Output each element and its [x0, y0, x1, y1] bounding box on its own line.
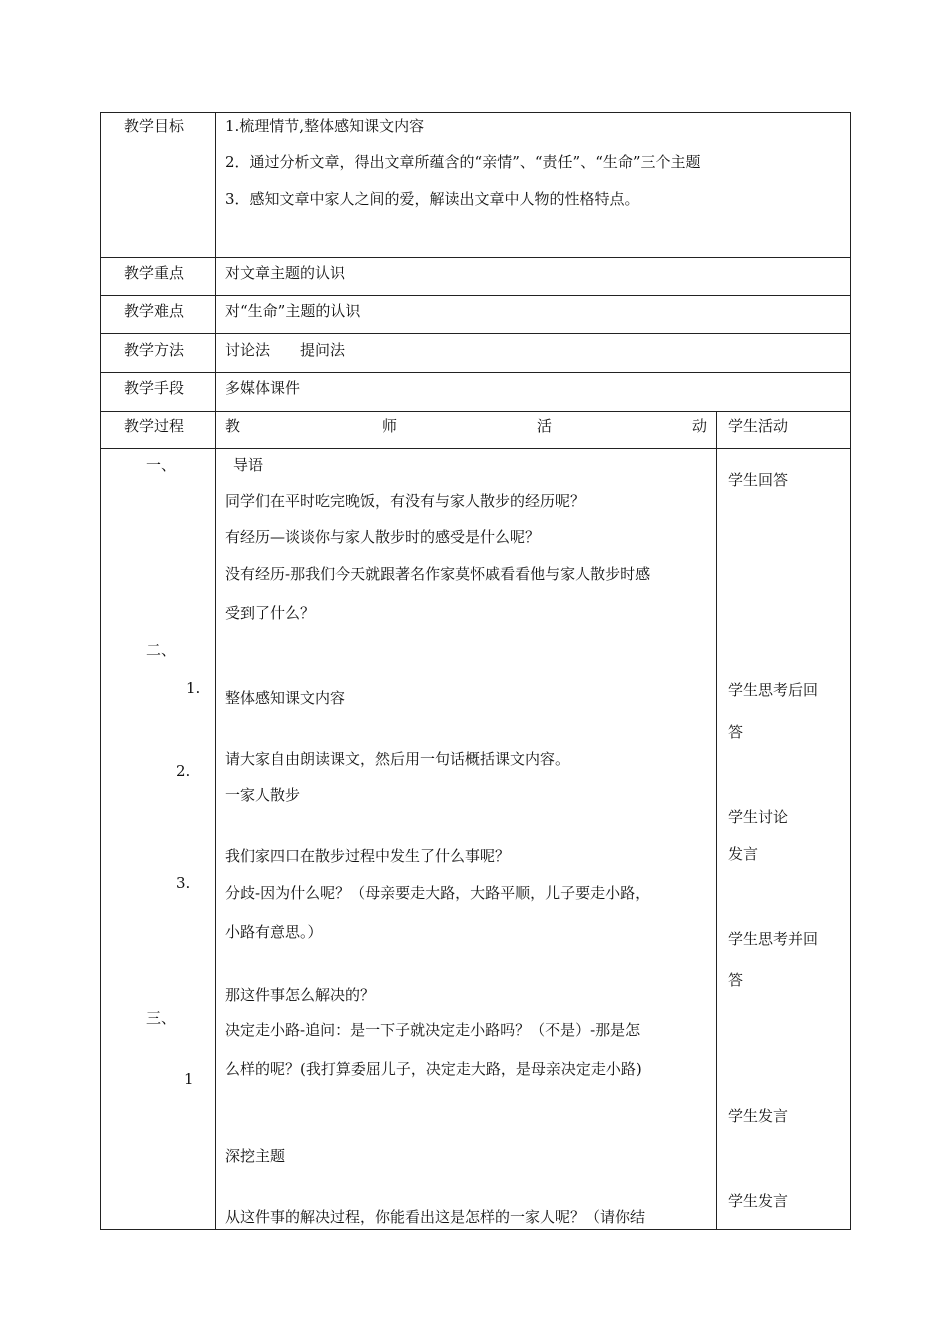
- key-point-value: 对文章主题的认识: [225, 264, 346, 282]
- teacher-line: 有经历—谈谈你与家人散步时的感受是什么呢？: [225, 528, 541, 546]
- methods-label: 教学方法: [124, 341, 185, 359]
- teacher-line: 同学们在平时吃完晚饭，有没有与家人散步的经历呢？: [225, 492, 586, 510]
- means-value: 多媒体课件: [225, 379, 301, 397]
- student-column-divider: [716, 411, 717, 1230]
- teacher-line: 我们家四口在散步过程中发生了什么事呢？: [225, 847, 511, 865]
- difficulty-value: 对“生命”主题的认识: [225, 302, 361, 320]
- table-border-left: [100, 112, 101, 1230]
- methods-value: 讨论法 提问法: [225, 341, 346, 359]
- label-column-divider: [215, 112, 216, 1230]
- difficulty-label: 教学难点: [124, 302, 185, 320]
- teacher-line: 小路有意思。）: [225, 923, 323, 941]
- row-divider: [100, 295, 851, 296]
- teacher-line: 没有经历-那我们今天就跟著名作家莫怀戚看看他与家人散步时感: [225, 565, 651, 583]
- row-divider: [100, 333, 851, 334]
- teacher-line: 从这件事的解决过程，你能看出这是怎样的一家人呢？（请你结: [225, 1208, 646, 1226]
- objectives-label: 教学目标: [124, 117, 185, 135]
- teacher-activity-header-char: 教: [225, 417, 241, 435]
- section-marker: 1.: [186, 679, 201, 697]
- teacher-line: 分歧-因为什么呢？（母亲要走大路，大路平顺，儿子要走小路，: [225, 884, 651, 902]
- teacher-line: 一家人散步: [225, 786, 301, 804]
- key-point-label: 教学重点: [124, 264, 185, 282]
- table-border-right: [850, 112, 851, 1230]
- objective-item: 1.梳理情节,整体感知课文内容: [225, 117, 425, 135]
- student-line: 学生回答: [728, 471, 789, 489]
- section-marker: 3.: [176, 874, 191, 892]
- student-line: 学生思考后回: [728, 681, 819, 699]
- section-marker: 二、: [146, 641, 177, 659]
- table-border-top: [100, 112, 851, 113]
- student-line: 答: [728, 971, 744, 989]
- teacher-line: 受到了什么？: [225, 604, 316, 622]
- teacher-line: 那这件事怎么解决的？: [225, 986, 376, 1004]
- student-line: 学生思考并回: [728, 930, 819, 948]
- row-divider: [100, 257, 851, 258]
- section-marker: 1: [184, 1070, 194, 1088]
- teacher-line: 导语: [233, 456, 264, 474]
- teacher-line: 请大家自由朗读课文，然后用一句话概括课文内容。: [225, 750, 571, 768]
- teacher-line: 决定走小路-追问：是一下子就决定走小路吗？（不是）-那是怎: [225, 1021, 641, 1039]
- student-line: 答: [728, 723, 744, 741]
- student-line: 学生发言: [728, 1107, 789, 1125]
- teacher-activity-header-char: 师: [382, 417, 398, 435]
- section-marker: 2.: [176, 762, 191, 780]
- teacher-activity-header-char: 活: [537, 417, 553, 435]
- teacher-activity-header-char: 动: [692, 417, 708, 435]
- row-divider: [100, 372, 851, 373]
- section-marker: 三、: [146, 1009, 177, 1027]
- teacher-line: 整体感知课文内容: [225, 689, 346, 707]
- teacher-line: 么样的呢？(我打算委屈儿子，决定走大路，是母亲决定走小路): [225, 1060, 642, 1078]
- student-line: 学生讨论: [728, 808, 789, 826]
- row-divider: [100, 448, 851, 449]
- row-divider: [100, 411, 851, 412]
- objective-item: 2．通过分析文章，得出文章所蕴含的“亲情”、“责任”、“生命”三个主题: [225, 153, 701, 171]
- objective-item: 3．感知文章中家人之间的爱，解读出文章中人物的性格特点。: [225, 190, 640, 208]
- table-border-bottom: [100, 1229, 851, 1230]
- student-line: 学生发言: [728, 1192, 789, 1210]
- teacher-line: 深挖主题: [225, 1147, 286, 1165]
- process-label: 教学过程: [124, 417, 185, 435]
- student-activity-header: 学生活动: [728, 417, 789, 435]
- student-line: 发言: [728, 845, 759, 863]
- means-label: 教学手段: [124, 379, 185, 397]
- section-marker: 一、: [146, 456, 177, 474]
